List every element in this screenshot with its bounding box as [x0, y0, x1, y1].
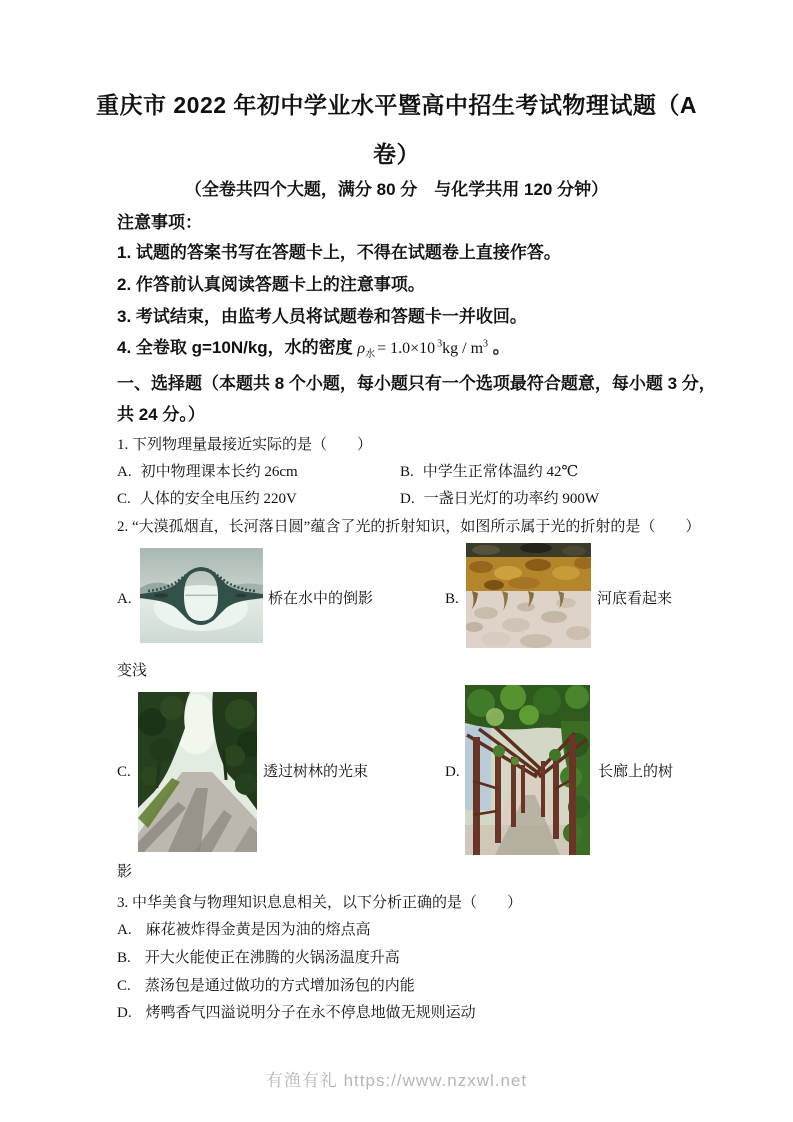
question-1-option-c	[117, 490, 297, 509]
option-label: A.	[117, 464, 132, 480]
question-2-stem: 2. “大漠孤烟直，长河落日圆”蕴含了光的折射知识，如图所示属于光的折射的是（ ）	[117, 519, 701, 535]
river-bottom-photo	[466, 543, 591, 648]
notice-item-1: 1. 试题的答案书写在答题卡上，不得在试题卷上直接作答。	[117, 243, 561, 262]
notice-item-4	[117, 337, 510, 362]
question-3-option-d	[117, 1004, 476, 1023]
option-text: 烤鸭香气四溢说明分子在永不停息地做无规则运动	[145, 1005, 476, 1021]
notice-item-2: 2. 作答前认真阅读答题卡上的注意事项。	[117, 275, 425, 294]
question-2-option-c-caption: 透过树林的光束	[263, 764, 369, 780]
corridor-pergola-photo	[465, 685, 590, 855]
question-1-option-b	[400, 463, 578, 482]
option-label: A.	[117, 922, 132, 938]
section1-heading-line1: 一、选择题（本题共 8 个小题，每小题只有一个选项最符合题意，每小题 3 分，	[117, 374, 716, 393]
question-2-option-a-label: A.	[117, 591, 132, 607]
question-1-stem: 1. 下列物理量最接近实际的是（ ）	[117, 437, 373, 453]
option-label: D.	[400, 491, 415, 507]
option-text: 一盏日光灯的功率约 900W	[423, 491, 600, 507]
paper-title-line1: 重庆市 2022 年初中学业水平暨高中招生考试物理试题（A	[95, 92, 698, 118]
question-2-option-d-label: D.	[445, 764, 460, 780]
question-2-option-a-caption: 桥在水中的倒影	[268, 591, 374, 607]
paper-subtitle: （全卷共四个大题，满分 80 分 与化学共用 120 分钟）	[184, 180, 609, 199]
notice-item-4-period: 。	[492, 338, 510, 357]
notice-item-3: 3. 考试结束，由监考人员将试题卷和答题卡一并收回。	[117, 307, 527, 326]
question-1-option-d	[400, 490, 599, 509]
water-density-formula: $\rho_水 = 1.0\times 10$ $^3kg / m^3$	[357, 338, 489, 361]
paper-title-line2: 卷）	[373, 141, 420, 167]
option-label: B.	[400, 464, 414, 480]
option-text: 初中物理课本长约 26cm	[140, 464, 298, 480]
question-2-option-b-label: B.	[445, 591, 459, 607]
question-2-option-d-caption-wrap: 影	[117, 864, 133, 880]
footer-watermark	[0, 1066, 793, 1091]
option-text: 蒸汤包是通过做功的方式增加汤包的内能	[144, 978, 415, 994]
option-label: C.	[117, 491, 131, 507]
footer-site-link[interactable]: 有渔有礼 https://www.nzxwl.net	[265, 1071, 528, 1090]
option-label: B.	[117, 950, 131, 966]
notice-item-4-text: 4. 全卷取 g=10N/kg，水的密度	[117, 338, 353, 357]
option-text: 人体的安全电压约 220V	[139, 491, 297, 507]
question-1-option-a	[117, 463, 298, 482]
light-through-trees-photo	[138, 692, 257, 852]
notice-heading: 注意事项：	[117, 213, 202, 232]
option-label: C.	[117, 978, 131, 994]
question-3-option-c	[117, 977, 415, 996]
question-2-option-d-caption: 长廊上的树	[598, 764, 674, 780]
option-text: 中学生正常体温约 42℃	[422, 464, 579, 480]
option-text: 开大火能使正在沸腾的火锅汤温度升高	[144, 950, 400, 966]
question-3-option-a	[117, 921, 371, 940]
bridge-reflection-photo	[140, 548, 263, 643]
option-label: D.	[117, 1005, 132, 1021]
question-3-stem: 3. 中华美食与物理知识息息相关，以下分析正确的是（ ）	[117, 895, 523, 911]
question-2-option-c-label: C.	[117, 764, 131, 780]
option-text: 麻花被炸得金黄是因为油的熔点高	[145, 922, 371, 938]
section1-heading-line2: 共 24 分。）	[117, 405, 205, 424]
question-3-option-b	[117, 949, 400, 968]
question-2-option-b-caption-wrap: 变浅	[117, 663, 148, 679]
question-2-option-b-caption: 河底看起来	[597, 591, 673, 607]
